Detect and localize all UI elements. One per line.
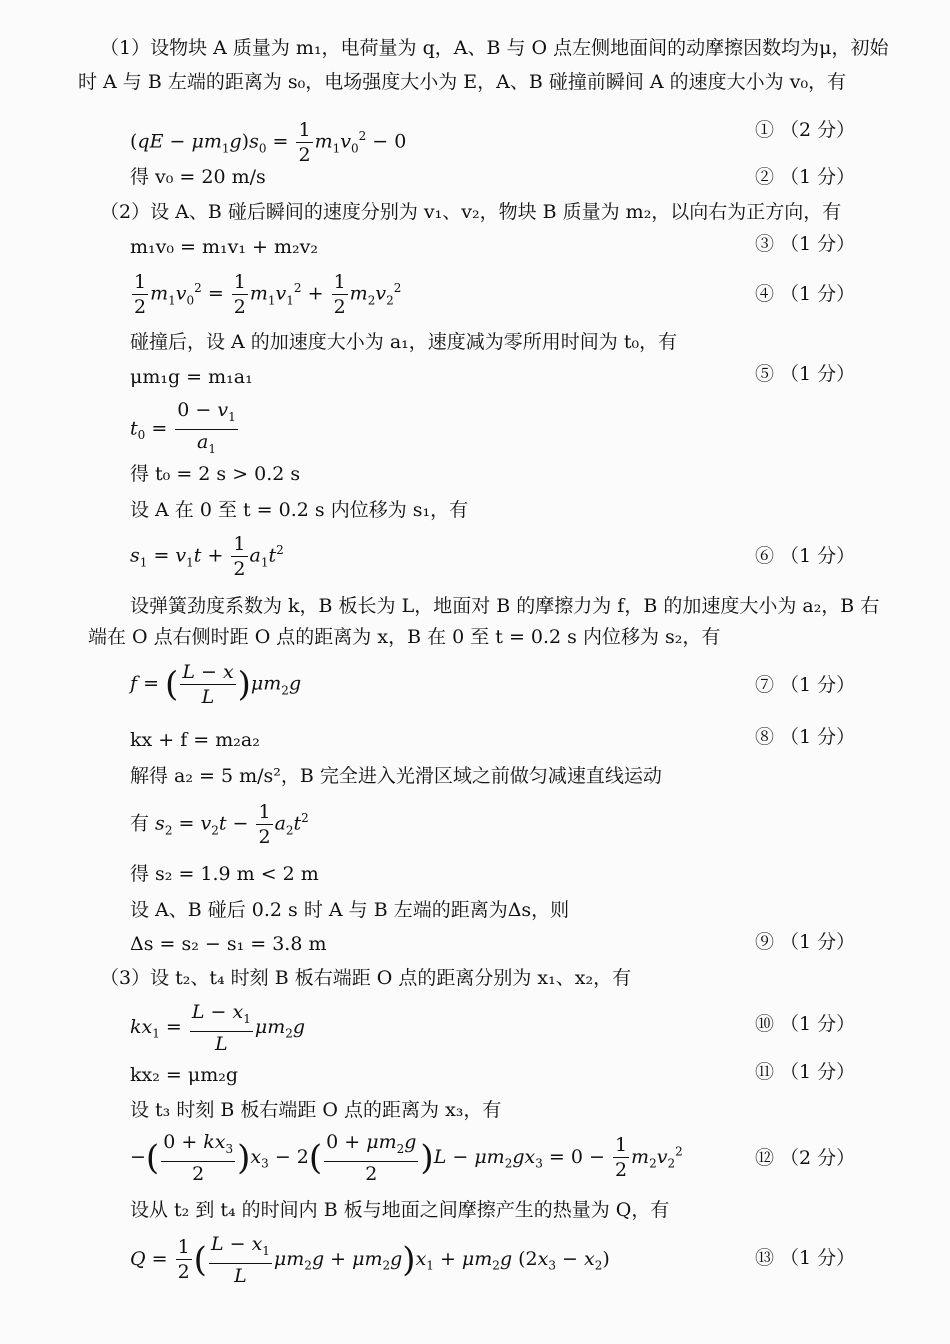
text-line-7: 端在 O 点右侧时距 O 点的距离为 x，B 在 0 至 t = 0.2 s 内位移为 s₂，有 (88, 626, 721, 648)
equation-5c: 得 t₀ = 2 s > 0.2 s (130, 463, 301, 485)
text-line-10: （3）设 t₂、t₄ 时刻 B 板右端距 O 点的距离分别为 x₁、x₂，有 (100, 967, 632, 989)
score-mark-7: ⑦ （1 分） (755, 674, 856, 696)
equation-1: $(qE - \mu m_1g)s_0$ = $\frac{1}{2}$ $m_1v_0^2 - 0$ (130, 119, 407, 166)
text-line-4: 碰撞后，设 A 的加速度大小为 a₁，速度减为零所用时间为 t₀，有 (130, 331, 678, 353)
text-line-9: 设 A、B 碰后 0.2 s 时 A 与 B 左端的距离为Δs，则 (130, 899, 570, 921)
equation-8b: 有 $s_2 = v_2t$ − $\frac{1}{2}$ $a_2t^2$ (130, 801, 309, 848)
score-mark-3: ③ （1 分） (755, 233, 856, 255)
score-mark-11: ⑪ （1 分） (755, 1061, 856, 1083)
text-line-11: 设 t₃ 时刻 B 板右端距 O 点的距离为 x₃，有 (130, 1099, 502, 1121)
text-line-8: 解得 a₂ = 5 m/s²，B 完全进入光滑区域之前做匀减速直线运动 (130, 765, 662, 787)
equation-7: f = ( $\frac{L - x}{L}$ )$\mu m_2g$ (130, 661, 302, 708)
equation-5b: $t_0$ = $\frac{0 - v_1}{a_1}$ (130, 399, 236, 456)
equation-3: m₁v₀ = m₁v₁ + m₂v₂ (130, 236, 318, 258)
score-mark-13: ⑬ （1 分） (755, 1247, 856, 1269)
equation-4: $\frac{1}{2}$ $m_1v_0^2$ = $\frac{1}{2}$ $m_1v_1^2$ + $\frac{1}{2}$ $m_2v_2^2$ (134, 271, 402, 318)
equation-10: $kx_1$ = $\frac{L - x_1}{L}$ $\mu m_2g$ (130, 1001, 306, 1055)
score-mark-1: ① （2 分） (755, 119, 856, 141)
equation-2: 得 v₀ = 20 m/s (130, 166, 266, 188)
score-mark-6: ⑥ （1 分） (755, 545, 856, 567)
text-line-5: 设 A 在 0 至 t = 0.2 s 内位移为 s₁，有 (130, 499, 469, 521)
score-mark-9: ⑨ （1 分） (755, 931, 856, 953)
equation-9: Δs = s₂ − s₁ = 3.8 m (130, 933, 327, 955)
score-mark-4: ④ （1 分） (755, 283, 856, 305)
text-line-2: 时 A 与 B 左端的距离为 s₀，电场强度大小为 E，A、B 碰撞前瞬间 A 的速度大小为 v₀，有 (78, 71, 847, 93)
score-mark-2: ② （1 分） (755, 166, 856, 188)
equation-11: kx₂ = μm₂g (130, 1064, 238, 1086)
text-line-6: 设弹簧劲度系数为 k，B 板长为 L，地面对 B 的摩擦力为 f，B 的加速度大小为 a₂，B 右 (130, 595, 880, 617)
equation-5: μm₁g = m₁a₁ (130, 366, 253, 388)
score-mark-10: ⑩ （1 分） (755, 1013, 856, 1035)
text-line-1: （1）设物块 A 质量为 m₁，电荷量为 q，A、B 与 O 点左侧地面间的动摩擦因数均为μ，初始 (100, 37, 889, 59)
equation-8c: 得 s₂ = 1.9 m < 2 m (130, 863, 319, 885)
equation-6: $s_1 = v_1t$ + $\frac{1}{2}$ $a_1t^2$ (130, 533, 284, 580)
score-mark-5: ⑤ （1 分） (755, 363, 856, 385)
text-line-3: （2）设 A、B 碰后瞬间的速度分别为 v₁、v₂，物块 B 质量为 m₂，以向右为正方向，有 (100, 201, 842, 223)
equation-13: Q = $\frac{1}{2}$ ( $\frac{L - x_1}{L}$ $\mu m_2g + \mu m_2g)x_1 + \mu m_2g$ $(2x_3 - x_2)$ (130, 1233, 610, 1287)
equation-8: kx + f = m₂a₂ (130, 729, 260, 751)
score-mark-12: ⑫ （2 分） (755, 1147, 856, 1169)
score-mark-8: ⑧ （1 分） (755, 726, 856, 748)
text-line-12: 设从 t₂ 到 t₄ 的时间内 B 板与地面之间摩擦产生的热量为 Q，有 (130, 1199, 670, 1221)
equation-12: −( $\frac{0 + kx_3}{2}$ )$x_3 - 2$( $\frac{0 + \mu m_2g}{2}$ )$L - \mu m_2gx_3 = 0$ − $\frac{1}{2}$ $m_2v_2^2$ (130, 1131, 683, 1185)
